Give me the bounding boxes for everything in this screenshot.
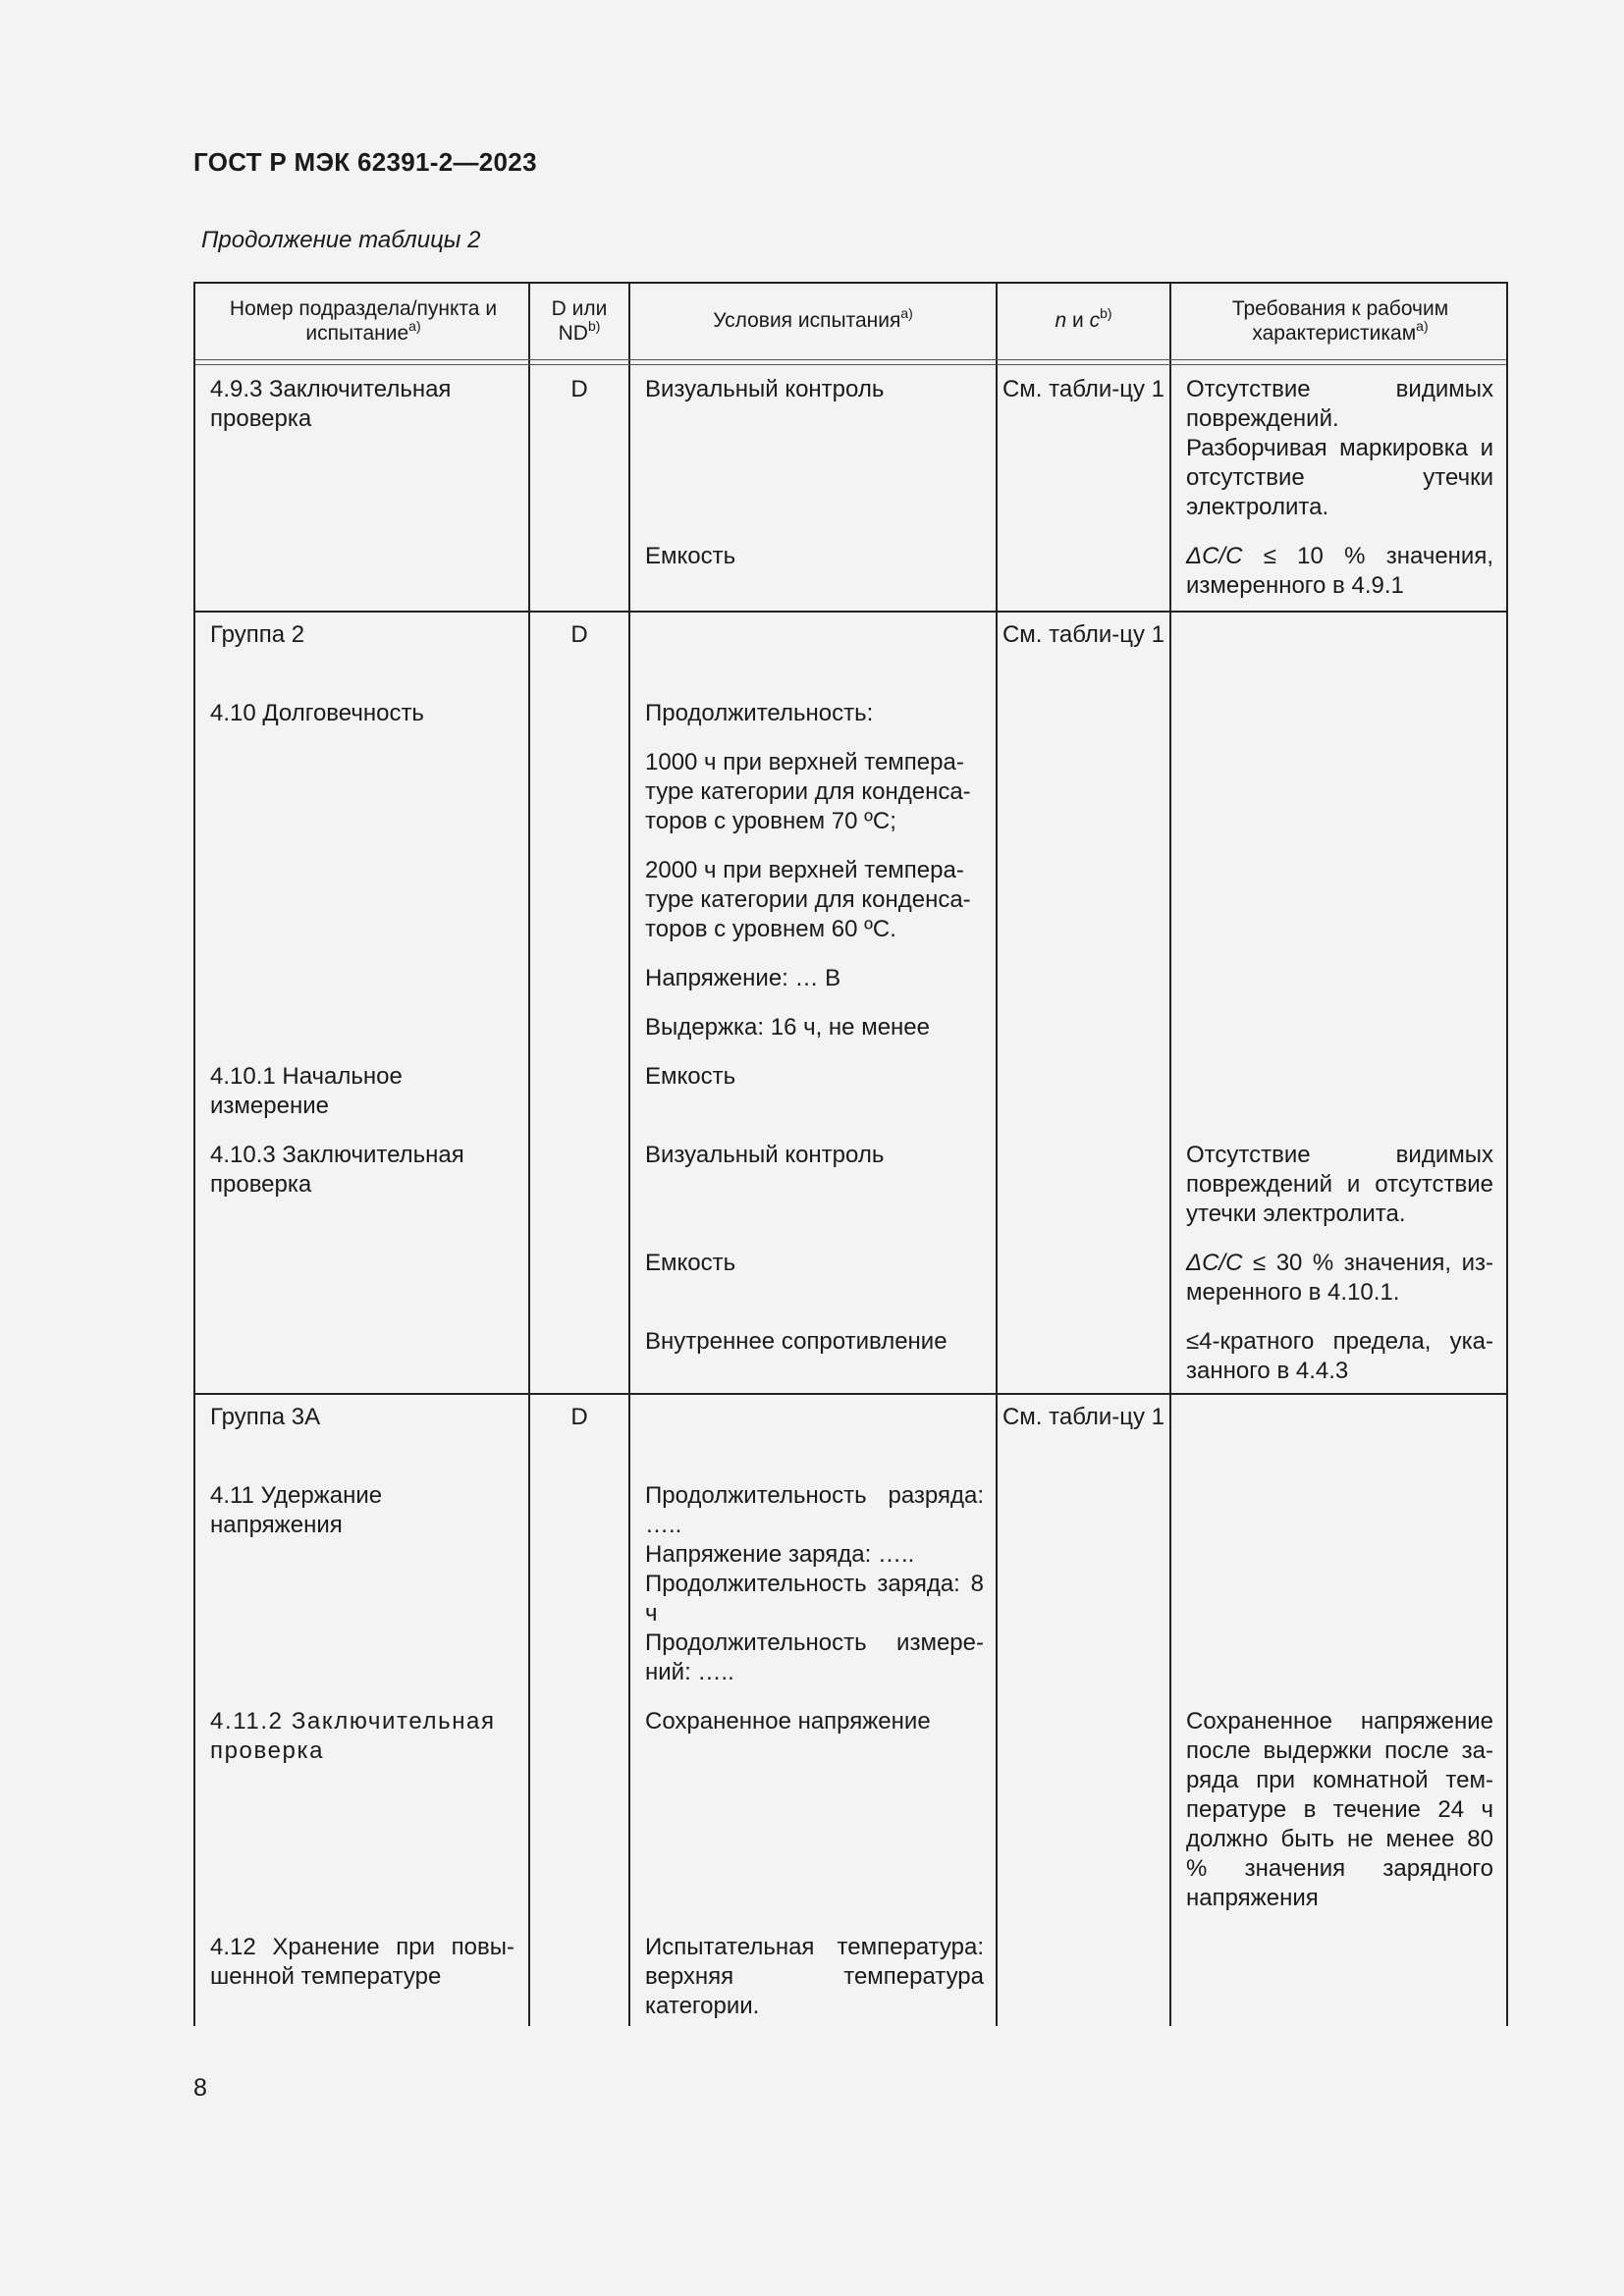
cell-group-2: Группа 2	[210, 621, 305, 648]
column-header-section: Номер подраздела/пункта и испытание$^{a)}$	[229, 297, 498, 345]
cell-req-4-9-3-visual: Отсутствие видимых повреждений. Разборчивая маркировка и отсутствие утечки электролита.	[1186, 376, 1493, 520]
cell-cond-4-10-1000h: 1000 ч при верхней темпера-туре категории для конденса-торов с уровнем 70 ºС;	[645, 749, 971, 834]
cell-req-4-9-3-capacity: ΔC/C ≤ 10 % значения, измеренного в 4.9.1	[1186, 543, 1493, 599]
cell-section-4-10: 4.10 Долговечность	[210, 700, 424, 726]
page-number: 8	[193, 2074, 207, 2102]
row-divider	[195, 611, 1506, 613]
cell-cond-4-10-3-capacity: Емкость	[645, 1250, 736, 1276]
cell-cond-4-10-2000h: 2000 ч при верхней темпера-туре категории для конденса-торов с уровнем 60 ºС.	[645, 857, 971, 942]
cell-cond-4-11: Продолжительность разряда: ….. Напряжение заряда: ….. Продолжительность заряда: 8 ч Продолжительность измере-ний: …..	[645, 1482, 984, 1685]
cell-group-3a: Группа 3А	[210, 1404, 321, 1430]
document-title: ГОСТ Р МЭК 62391-2—2023	[193, 147, 537, 177]
cell-cond-4-9-3-visual: Визуальный контроль	[645, 376, 885, 402]
cell-req-4-11-2: Сохраненное напряжение после выдержки после за-ряда при комнатной тем-пературе в течение 24 ч должно быть не менее 80 % значения зарядного напряжения	[1186, 1708, 1493, 1911]
cell-n-4-9-3: См. табли-цу 1	[1001, 376, 1165, 402]
cell-cond-4-10-3-resistance: Внутреннее сопротивление	[645, 1328, 947, 1355]
column-header-conditions: Условия испытания$^{a)}$	[713, 305, 913, 332]
column-divider	[1169, 284, 1171, 2026]
cell-cond-4-9-3-capacity: Емкость	[645, 543, 736, 569]
cell-cond-4-11-2: Сохраненное напряжение	[645, 1708, 931, 1735]
row-divider	[195, 1393, 1506, 1395]
cell-cond-4-10-hold: Выдержка: 16 ч, не менее	[645, 1014, 930, 1041]
cell-cond-4-10-1: Емкость	[645, 1063, 736, 1090]
header-rule	[195, 364, 1506, 365]
cell-section-4-10-3: 4.10.3 Заключительная проверка	[210, 1142, 464, 1198]
table-caption: Продолжение таблицы 2	[201, 227, 481, 253]
cell-n-group-3a: См. табли-цу 1	[1001, 1404, 1165, 1430]
cell-section-4-10-1: 4.10.1 Начальное измерение	[210, 1063, 403, 1119]
test-conditions-table	[193, 282, 1508, 2026]
cell-req-4-10-3-visual: Отсутствие видимых повреждений и отсутствие утечки электролита.	[1186, 1142, 1493, 1227]
cell-section-4-11-2: 4.11.2 Заключительная проверка	[210, 1708, 496, 1764]
cell-cond-4-10-3-visual: Визуальный контроль	[645, 1142, 885, 1168]
cell-cond-4-10-voltage: Напряжение: … В	[645, 965, 841, 991]
cell-cond-4-12: Испытательная температура: верхняя температура категории.	[645, 1934, 984, 2019]
column-divider	[996, 284, 998, 2026]
cell-d-group-3a: D	[570, 1404, 588, 1430]
column-divider	[628, 284, 630, 2026]
column-divider	[528, 284, 530, 2026]
column-header-d-nd: D или ND$^{b)}$	[551, 297, 608, 345]
cell-d-group-2: D	[570, 621, 588, 648]
cell-req-4-10-3-resistance: ≤4-кратного предела, ука-занного в 4.4.3	[1186, 1328, 1493, 1384]
cell-req-4-10-3-capacity: ΔC/C ≤ 30 % значения, из-меренного в 4.10.1.	[1186, 1250, 1493, 1306]
cell-cond-4-10-duration: Продолжительность:	[645, 700, 874, 726]
cell-n-group-2: См. табли-цу 1	[1001, 621, 1165, 648]
column-header-n-c: n и $c^{b)}$	[1055, 305, 1112, 332]
header-rule	[195, 359, 1506, 360]
cell-section-4-9-3: 4.9.3 Заключительная проверка	[210, 376, 452, 432]
column-header-requirements: Требования к рабочим характеристикам$^{a)}$	[1231, 297, 1449, 345]
cell-section-4-11: 4.11 Удержание напряжения	[210, 1482, 383, 1538]
cell-d-4-9-3: D	[570, 376, 588, 402]
cell-section-4-12: 4.12 Хранение при повы-шенной температуре	[210, 1934, 514, 1990]
